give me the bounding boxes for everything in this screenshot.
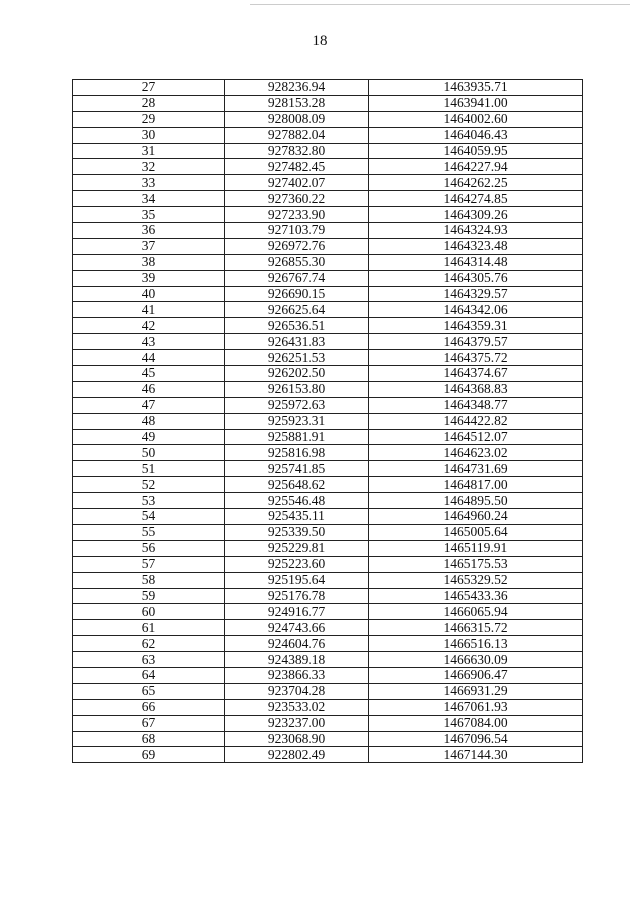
y-coordinate-cell: 1464375.72 (369, 350, 583, 366)
point-number-cell: 41 (73, 302, 225, 318)
point-number-cell: 59 (73, 588, 225, 604)
y-coordinate-cell: 1464368.83 (369, 381, 583, 397)
point-number-cell: 58 (73, 572, 225, 588)
x-coordinate-cell: 926690.15 (225, 286, 369, 302)
table-row (73, 159, 583, 175)
table-row (73, 127, 583, 143)
table-row (73, 334, 583, 350)
y-coordinate-cell: 1465175.53 (369, 556, 583, 572)
y-coordinate-cell: 1464309.26 (369, 207, 583, 223)
x-coordinate-cell: 923533.02 (225, 699, 369, 715)
point-number-cell: 27 (73, 80, 225, 96)
point-number-cell: 50 (73, 445, 225, 461)
point-number-cell: 54 (73, 509, 225, 525)
table-row (73, 667, 583, 683)
table-row (73, 588, 583, 604)
table-row (73, 572, 583, 588)
table-row (73, 556, 583, 572)
table-row (73, 366, 583, 382)
point-number-cell: 40 (73, 286, 225, 302)
y-coordinate-cell: 1464324.93 (369, 223, 583, 239)
y-coordinate-cell: 1464262.25 (369, 175, 583, 191)
y-coordinate-cell: 1464623.02 (369, 445, 583, 461)
x-coordinate-cell: 927103.79 (225, 223, 369, 239)
point-number-cell: 66 (73, 699, 225, 715)
y-coordinate-cell: 1466065.94 (369, 604, 583, 620)
table-row (73, 191, 583, 207)
y-coordinate-cell: 1465005.64 (369, 524, 583, 540)
table-row (73, 207, 583, 223)
y-coordinate-cell: 1464002.60 (369, 111, 583, 127)
point-number-cell: 56 (73, 540, 225, 556)
x-coordinate-cell: 926202.50 (225, 366, 369, 382)
point-number-cell: 57 (73, 556, 225, 572)
table-row (73, 429, 583, 445)
x-coordinate-cell: 926972.76 (225, 238, 369, 254)
table-row (73, 540, 583, 556)
x-coordinate-cell: 925881.91 (225, 429, 369, 445)
x-coordinate-cell: 926767.74 (225, 270, 369, 286)
point-number-cell: 28 (73, 95, 225, 111)
x-coordinate-cell: 926431.83 (225, 334, 369, 350)
y-coordinate-cell: 1467096.54 (369, 731, 583, 747)
table-row (73, 652, 583, 668)
y-coordinate-cell: 1466315.72 (369, 620, 583, 636)
table-row (73, 111, 583, 127)
table-row (73, 731, 583, 747)
point-number-cell: 30 (73, 127, 225, 143)
table-row (73, 683, 583, 699)
point-number-cell: 68 (73, 731, 225, 747)
x-coordinate-cell: 925176.78 (225, 588, 369, 604)
x-coordinate-cell: 925229.81 (225, 540, 369, 556)
x-coordinate-cell: 925972.63 (225, 397, 369, 413)
point-number-cell: 65 (73, 683, 225, 699)
y-coordinate-cell: 1466906.47 (369, 667, 583, 683)
table-row (73, 175, 583, 191)
table-row (73, 95, 583, 111)
y-coordinate-cell: 1465433.36 (369, 588, 583, 604)
table-row (73, 238, 583, 254)
table-row (73, 715, 583, 731)
table-row (73, 493, 583, 509)
y-coordinate-cell: 1465329.52 (369, 572, 583, 588)
x-coordinate-cell: 925223.60 (225, 556, 369, 572)
x-coordinate-cell: 926153.80 (225, 381, 369, 397)
x-coordinate-cell: 927482.45 (225, 159, 369, 175)
x-coordinate-cell: 928236.94 (225, 80, 369, 96)
table-row (73, 397, 583, 413)
table-row (73, 270, 583, 286)
x-coordinate-cell: 926251.53 (225, 350, 369, 366)
x-coordinate-cell: 923866.33 (225, 667, 369, 683)
y-coordinate-cell: 1464512.07 (369, 429, 583, 445)
point-number-cell: 42 (73, 318, 225, 334)
x-coordinate-cell: 923704.28 (225, 683, 369, 699)
x-coordinate-cell: 927360.22 (225, 191, 369, 207)
point-number-cell: 34 (73, 191, 225, 207)
table-row (73, 350, 583, 366)
table-row (73, 524, 583, 540)
table-row (73, 477, 583, 493)
table-row (73, 747, 583, 763)
x-coordinate-cell: 923068.90 (225, 731, 369, 747)
point-number-cell: 35 (73, 207, 225, 223)
page-number: 18 (312, 33, 328, 49)
point-number-cell: 29 (73, 111, 225, 127)
coordinates-table-body (73, 80, 583, 763)
y-coordinate-cell: 1464059.95 (369, 143, 583, 159)
table-row (73, 699, 583, 715)
table-row (73, 286, 583, 302)
x-coordinate-cell: 928153.28 (225, 95, 369, 111)
x-coordinate-cell: 923237.00 (225, 715, 369, 731)
x-coordinate-cell: 926625.64 (225, 302, 369, 318)
coordinates-table (72, 79, 583, 763)
table-row (73, 620, 583, 636)
y-coordinate-cell: 1464960.24 (369, 509, 583, 525)
table-row (73, 143, 583, 159)
y-coordinate-cell: 1467144.30 (369, 747, 583, 763)
point-number-cell: 44 (73, 350, 225, 366)
y-coordinate-cell: 1464342.06 (369, 302, 583, 318)
y-coordinate-cell: 1466516.13 (369, 636, 583, 652)
y-coordinate-cell: 1465119.91 (369, 540, 583, 556)
point-number-cell: 55 (73, 524, 225, 540)
x-coordinate-cell: 925435.11 (225, 509, 369, 525)
x-coordinate-cell: 928008.09 (225, 111, 369, 127)
point-number-cell: 33 (73, 175, 225, 191)
x-coordinate-cell: 927832.80 (225, 143, 369, 159)
point-number-cell: 46 (73, 381, 225, 397)
x-coordinate-cell: 926536.51 (225, 318, 369, 334)
y-coordinate-cell: 1464359.31 (369, 318, 583, 334)
point-number-cell: 67 (73, 715, 225, 731)
point-number-cell: 51 (73, 461, 225, 477)
x-coordinate-cell: 924604.76 (225, 636, 369, 652)
y-coordinate-cell: 1464046.43 (369, 127, 583, 143)
point-number-cell: 49 (73, 429, 225, 445)
table-row (73, 381, 583, 397)
y-coordinate-cell: 1464895.50 (369, 493, 583, 509)
y-coordinate-cell: 1463935.71 (369, 80, 583, 96)
y-coordinate-cell: 1463941.00 (369, 95, 583, 111)
x-coordinate-cell: 925816.98 (225, 445, 369, 461)
y-coordinate-cell: 1466630.09 (369, 652, 583, 668)
x-coordinate-cell: 925741.85 (225, 461, 369, 477)
y-coordinate-cell: 1464348.77 (369, 397, 583, 413)
point-number-cell: 53 (73, 493, 225, 509)
point-number-cell: 47 (73, 397, 225, 413)
table-row (73, 509, 583, 525)
point-number-cell: 61 (73, 620, 225, 636)
point-number-cell: 32 (73, 159, 225, 175)
table-row (73, 254, 583, 270)
point-number-cell: 63 (73, 652, 225, 668)
table-row (73, 636, 583, 652)
x-coordinate-cell: 922802.49 (225, 747, 369, 763)
table-row (73, 223, 583, 239)
x-coordinate-cell: 927882.04 (225, 127, 369, 143)
point-number-cell: 64 (73, 667, 225, 683)
y-coordinate-cell: 1464422.82 (369, 413, 583, 429)
x-coordinate-cell: 924743.66 (225, 620, 369, 636)
x-coordinate-cell: 926855.30 (225, 254, 369, 270)
x-coordinate-cell: 924916.77 (225, 604, 369, 620)
y-coordinate-cell: 1464379.57 (369, 334, 583, 350)
table-row (73, 461, 583, 477)
point-number-cell: 62 (73, 636, 225, 652)
y-coordinate-cell: 1467061.93 (369, 699, 583, 715)
x-coordinate-cell: 925923.31 (225, 413, 369, 429)
table-row (73, 413, 583, 429)
y-coordinate-cell: 1464314.48 (369, 254, 583, 270)
x-coordinate-cell: 927233.90 (225, 207, 369, 223)
y-coordinate-cell: 1464329.57 (369, 286, 583, 302)
table-row (73, 302, 583, 318)
point-number-cell: 60 (73, 604, 225, 620)
y-coordinate-cell: 1467084.00 (369, 715, 583, 731)
y-coordinate-cell: 1464274.85 (369, 191, 583, 207)
point-number-cell: 69 (73, 747, 225, 763)
scan-edge-line (250, 4, 630, 5)
table-row (73, 80, 583, 96)
x-coordinate-cell: 925648.62 (225, 477, 369, 493)
y-coordinate-cell: 1466931.29 (369, 683, 583, 699)
x-coordinate-cell: 925546.48 (225, 493, 369, 509)
point-number-cell: 43 (73, 334, 225, 350)
point-number-cell: 36 (73, 223, 225, 239)
table-row (73, 604, 583, 620)
y-coordinate-cell: 1464817.00 (369, 477, 583, 493)
y-coordinate-cell: 1464374.67 (369, 366, 583, 382)
y-coordinate-cell: 1464731.69 (369, 461, 583, 477)
x-coordinate-cell: 927402.07 (225, 175, 369, 191)
x-coordinate-cell: 924389.18 (225, 652, 369, 668)
table-row (73, 318, 583, 334)
point-number-cell: 38 (73, 254, 225, 270)
point-number-cell: 39 (73, 270, 225, 286)
point-number-cell: 45 (73, 366, 225, 382)
point-number-cell: 52 (73, 477, 225, 493)
y-coordinate-cell: 1464305.76 (369, 270, 583, 286)
y-coordinate-cell: 1464323.48 (369, 238, 583, 254)
x-coordinate-cell: 925195.64 (225, 572, 369, 588)
point-number-cell: 37 (73, 238, 225, 254)
point-number-cell: 48 (73, 413, 225, 429)
table-row (73, 445, 583, 461)
coordinates-table-container (72, 79, 582, 763)
point-number-cell: 31 (73, 143, 225, 159)
x-coordinate-cell: 925339.50 (225, 524, 369, 540)
y-coordinate-cell: 1464227.94 (369, 159, 583, 175)
